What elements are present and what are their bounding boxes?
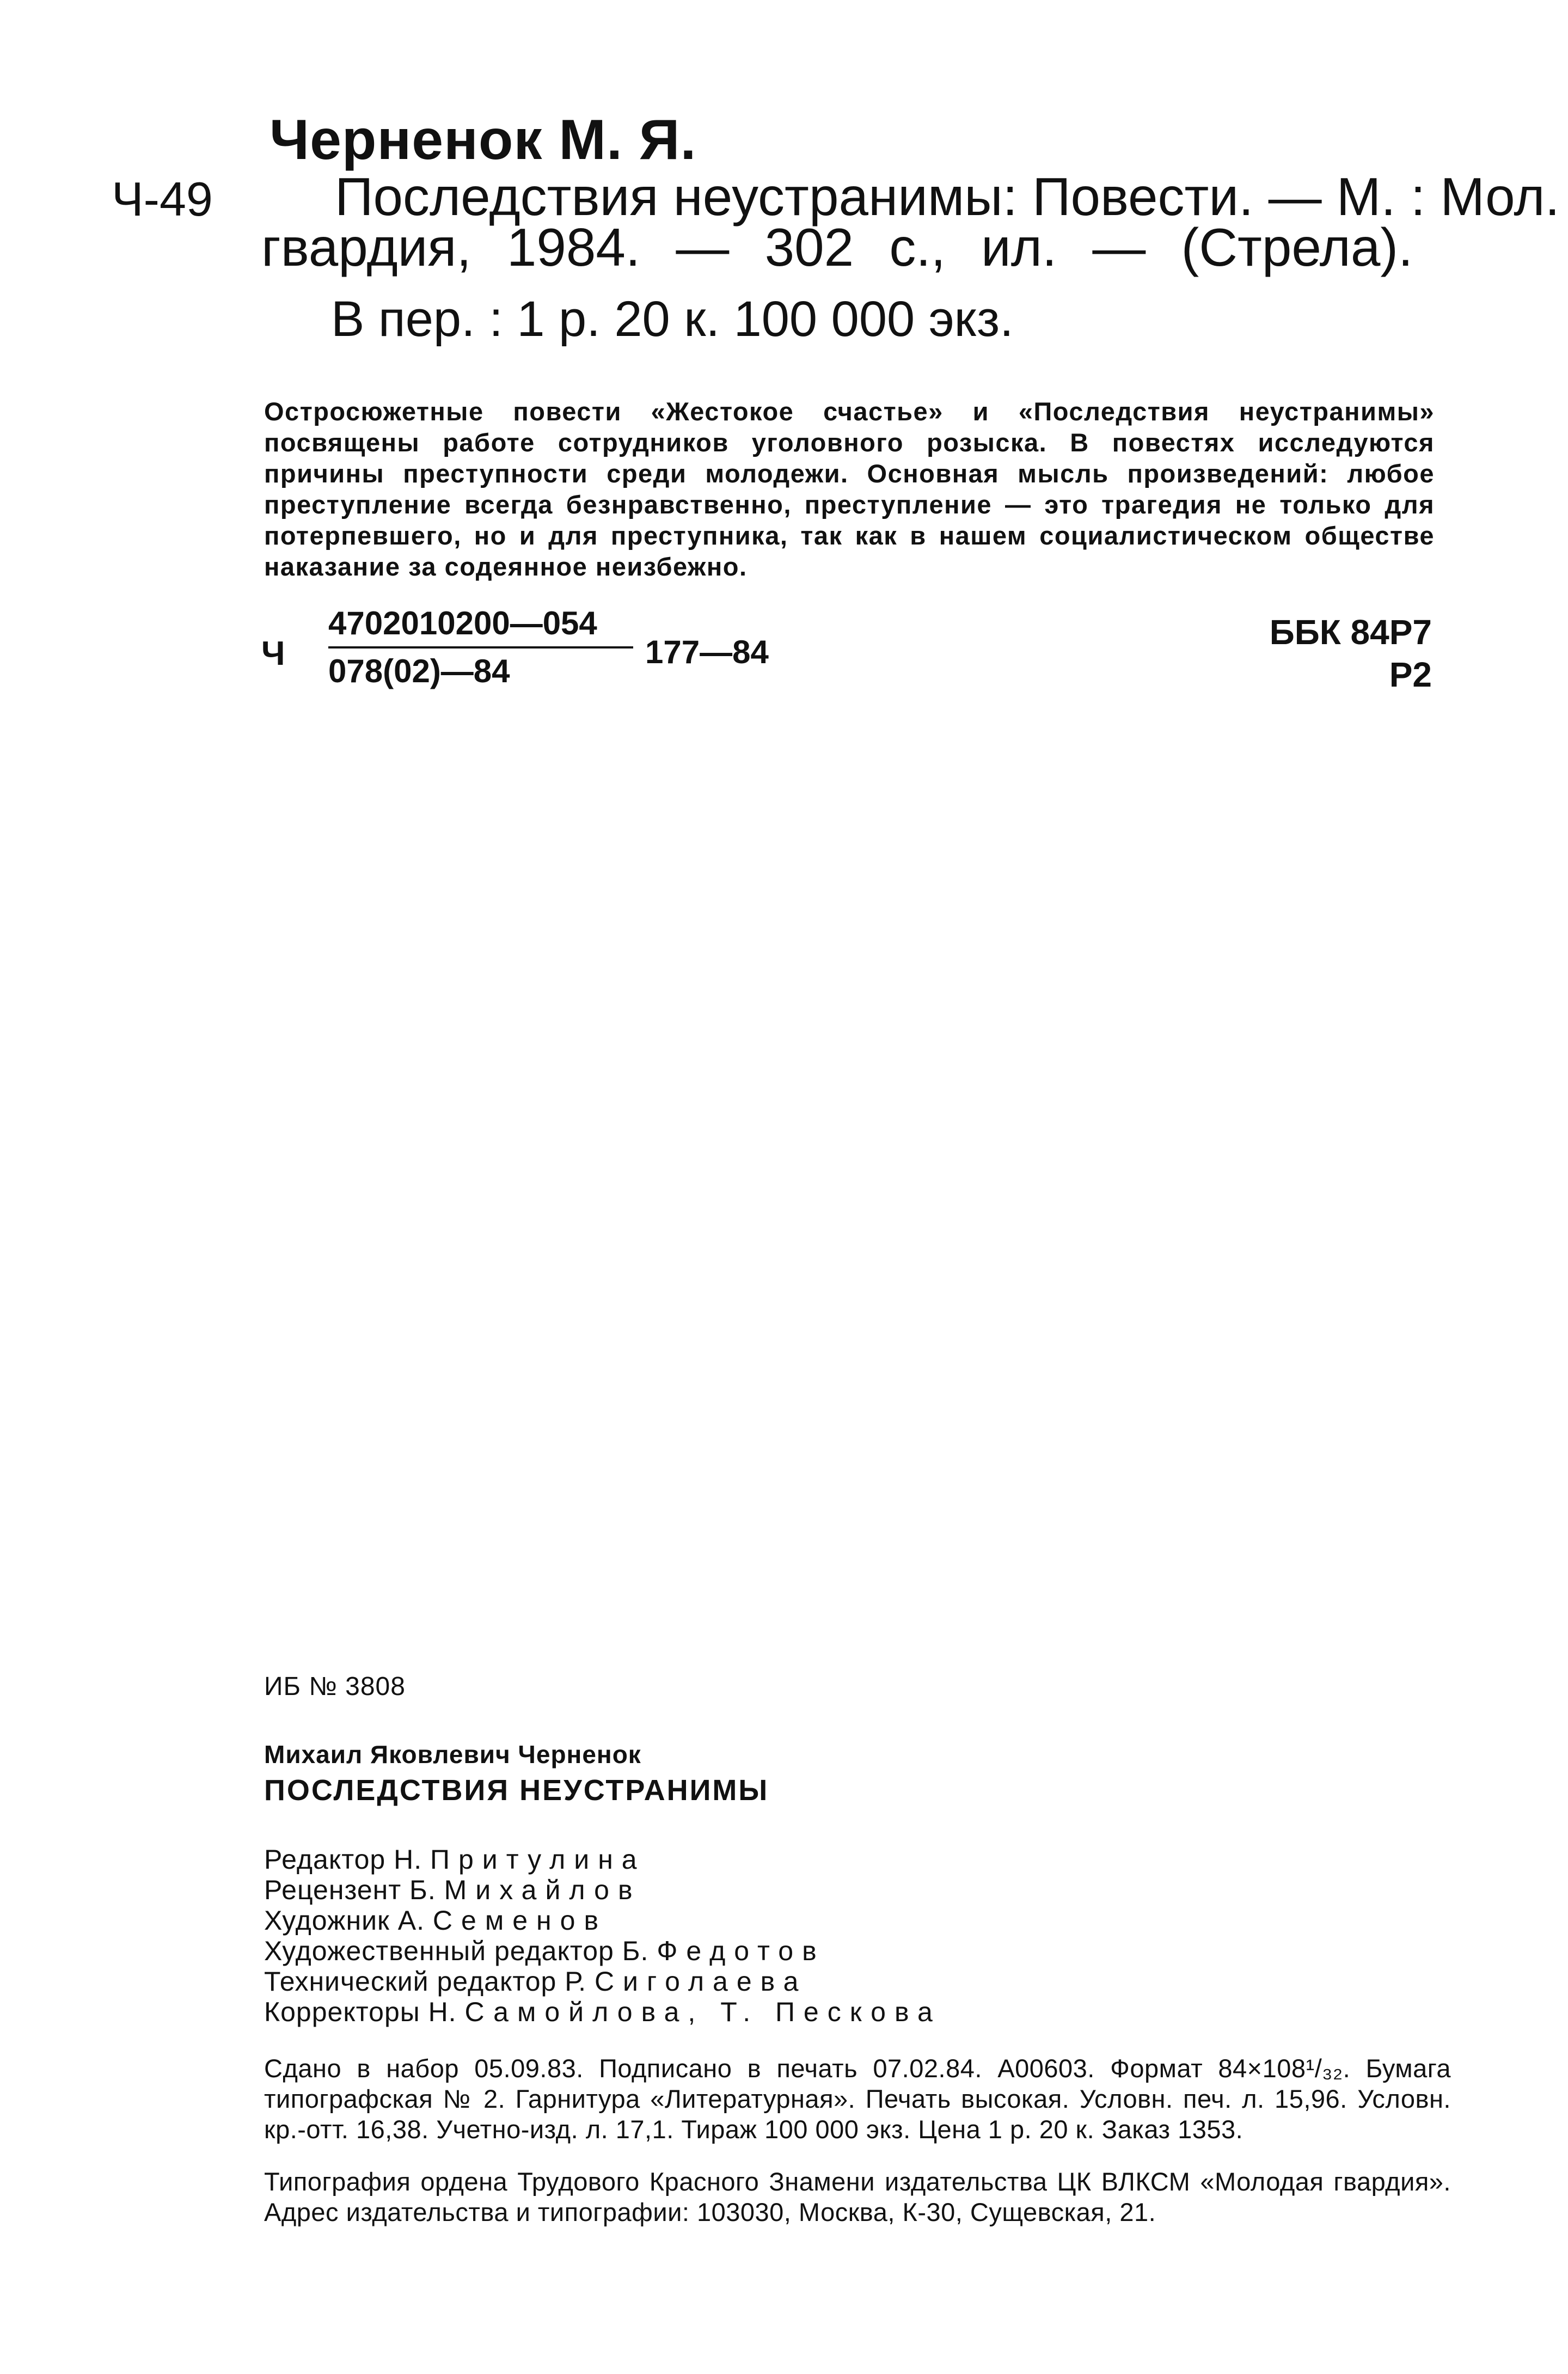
credit-role: Корректоры Н. bbox=[264, 1997, 457, 2027]
class-code: Ч-49 bbox=[112, 172, 213, 226]
bbk-line-1: ББК 84Р7 bbox=[1269, 613, 1432, 652]
book-title: ПОСЛЕДСТВИЯ НЕУСТРАНИМЫ bbox=[264, 1774, 769, 1807]
credit-row bbox=[264, 1997, 1451, 2027]
index-letter: Ч bbox=[261, 635, 285, 672]
index-suffix: 177—84 bbox=[645, 634, 769, 670]
credit-role: Художник А. bbox=[264, 1905, 425, 1936]
credit-row bbox=[264, 1936, 1451, 1966]
bbk-code bbox=[1270, 611, 1432, 696]
index-fraction bbox=[328, 607, 633, 688]
credit-name: Семенов bbox=[432, 1905, 608, 1936]
index-numerator: 4702010200—054 bbox=[328, 605, 597, 641]
credit-row bbox=[264, 1966, 1451, 1997]
index-denominator: 078(02)—84 bbox=[328, 646, 633, 688]
title-line-1: Последствия неустранимы: Повести. — М. : Мол. bbox=[335, 167, 1560, 227]
author-full-name: Михаил Яковлевич Черненок bbox=[264, 1740, 641, 1769]
price-line: В пер. : 1 р. 20 к. 100 000 экз. bbox=[331, 291, 1014, 347]
credit-role: Технический редактор Р. bbox=[264, 1966, 587, 1997]
credit-row bbox=[264, 1875, 1451, 1905]
ib-number: ИБ № 3808 bbox=[264, 1672, 406, 1701]
production-details: Сдано в набор 05.09.83. Подписано в печать 07.02.84. А00603. Формат 84×108¹/₃₂. Бумага типографская № 2. Гарнитура «Литературная». Печать высокая. Условн. печ. л. 15,96. Условн. кр.-отт. 16,38. Учетно-изд. л. 17,1. Тираж 100 000 экз. Цена 1 р. 20 к. Заказ 1353. bbox=[264, 2054, 1451, 2144]
credit-name: Сиголаева bbox=[594, 1966, 807, 1997]
printer-address: Типография ордена Трудового Красного Знамени издательства ЦК ВЛКСМ «Молодая гвардия». Адрес издательства и типографии: 103030, Москва, К-30, Сущевская, 21. bbox=[264, 2167, 1451, 2226]
credits-list bbox=[264, 1844, 1451, 2027]
credit-name: Самойлова, Т. Пескова bbox=[464, 1997, 941, 2027]
credit-name: Притулина bbox=[430, 1844, 646, 1875]
credit-row bbox=[264, 1905, 1451, 1936]
credit-role: Редактор Н. bbox=[264, 1844, 422, 1875]
credit-role: Художественный редактор Б. bbox=[264, 1936, 649, 1966]
title-line-2: гвардия, 1984. — 302 с., ил. — (Стрела). bbox=[261, 217, 1413, 277]
credit-row bbox=[264, 1844, 1451, 1875]
credit-name: Михайлов bbox=[444, 1875, 641, 1905]
credit-role: Рецензент Б. bbox=[264, 1875, 436, 1905]
annotation: Остросюжетные повести «Жестокое счастье» и «Последствия неустранимы» посвящены работе сотрудников уголовного розыска. В повестях исследуются причины преступности среди молодежи. Основная мысль произведений: любое преступление всегда безнравственно, преступление — это трагедия не только для потерпевшего, но и для преступника, так как в нашем социалистическом обществе наказание за содеянное неизбежно. bbox=[264, 397, 1435, 581]
card-author: Черненок М. Я. bbox=[270, 108, 697, 172]
bbk-line-2: Р2 bbox=[1389, 655, 1432, 694]
credit-name: Федотов bbox=[657, 1936, 825, 1966]
imprint-block bbox=[264, 1672, 1451, 2228]
